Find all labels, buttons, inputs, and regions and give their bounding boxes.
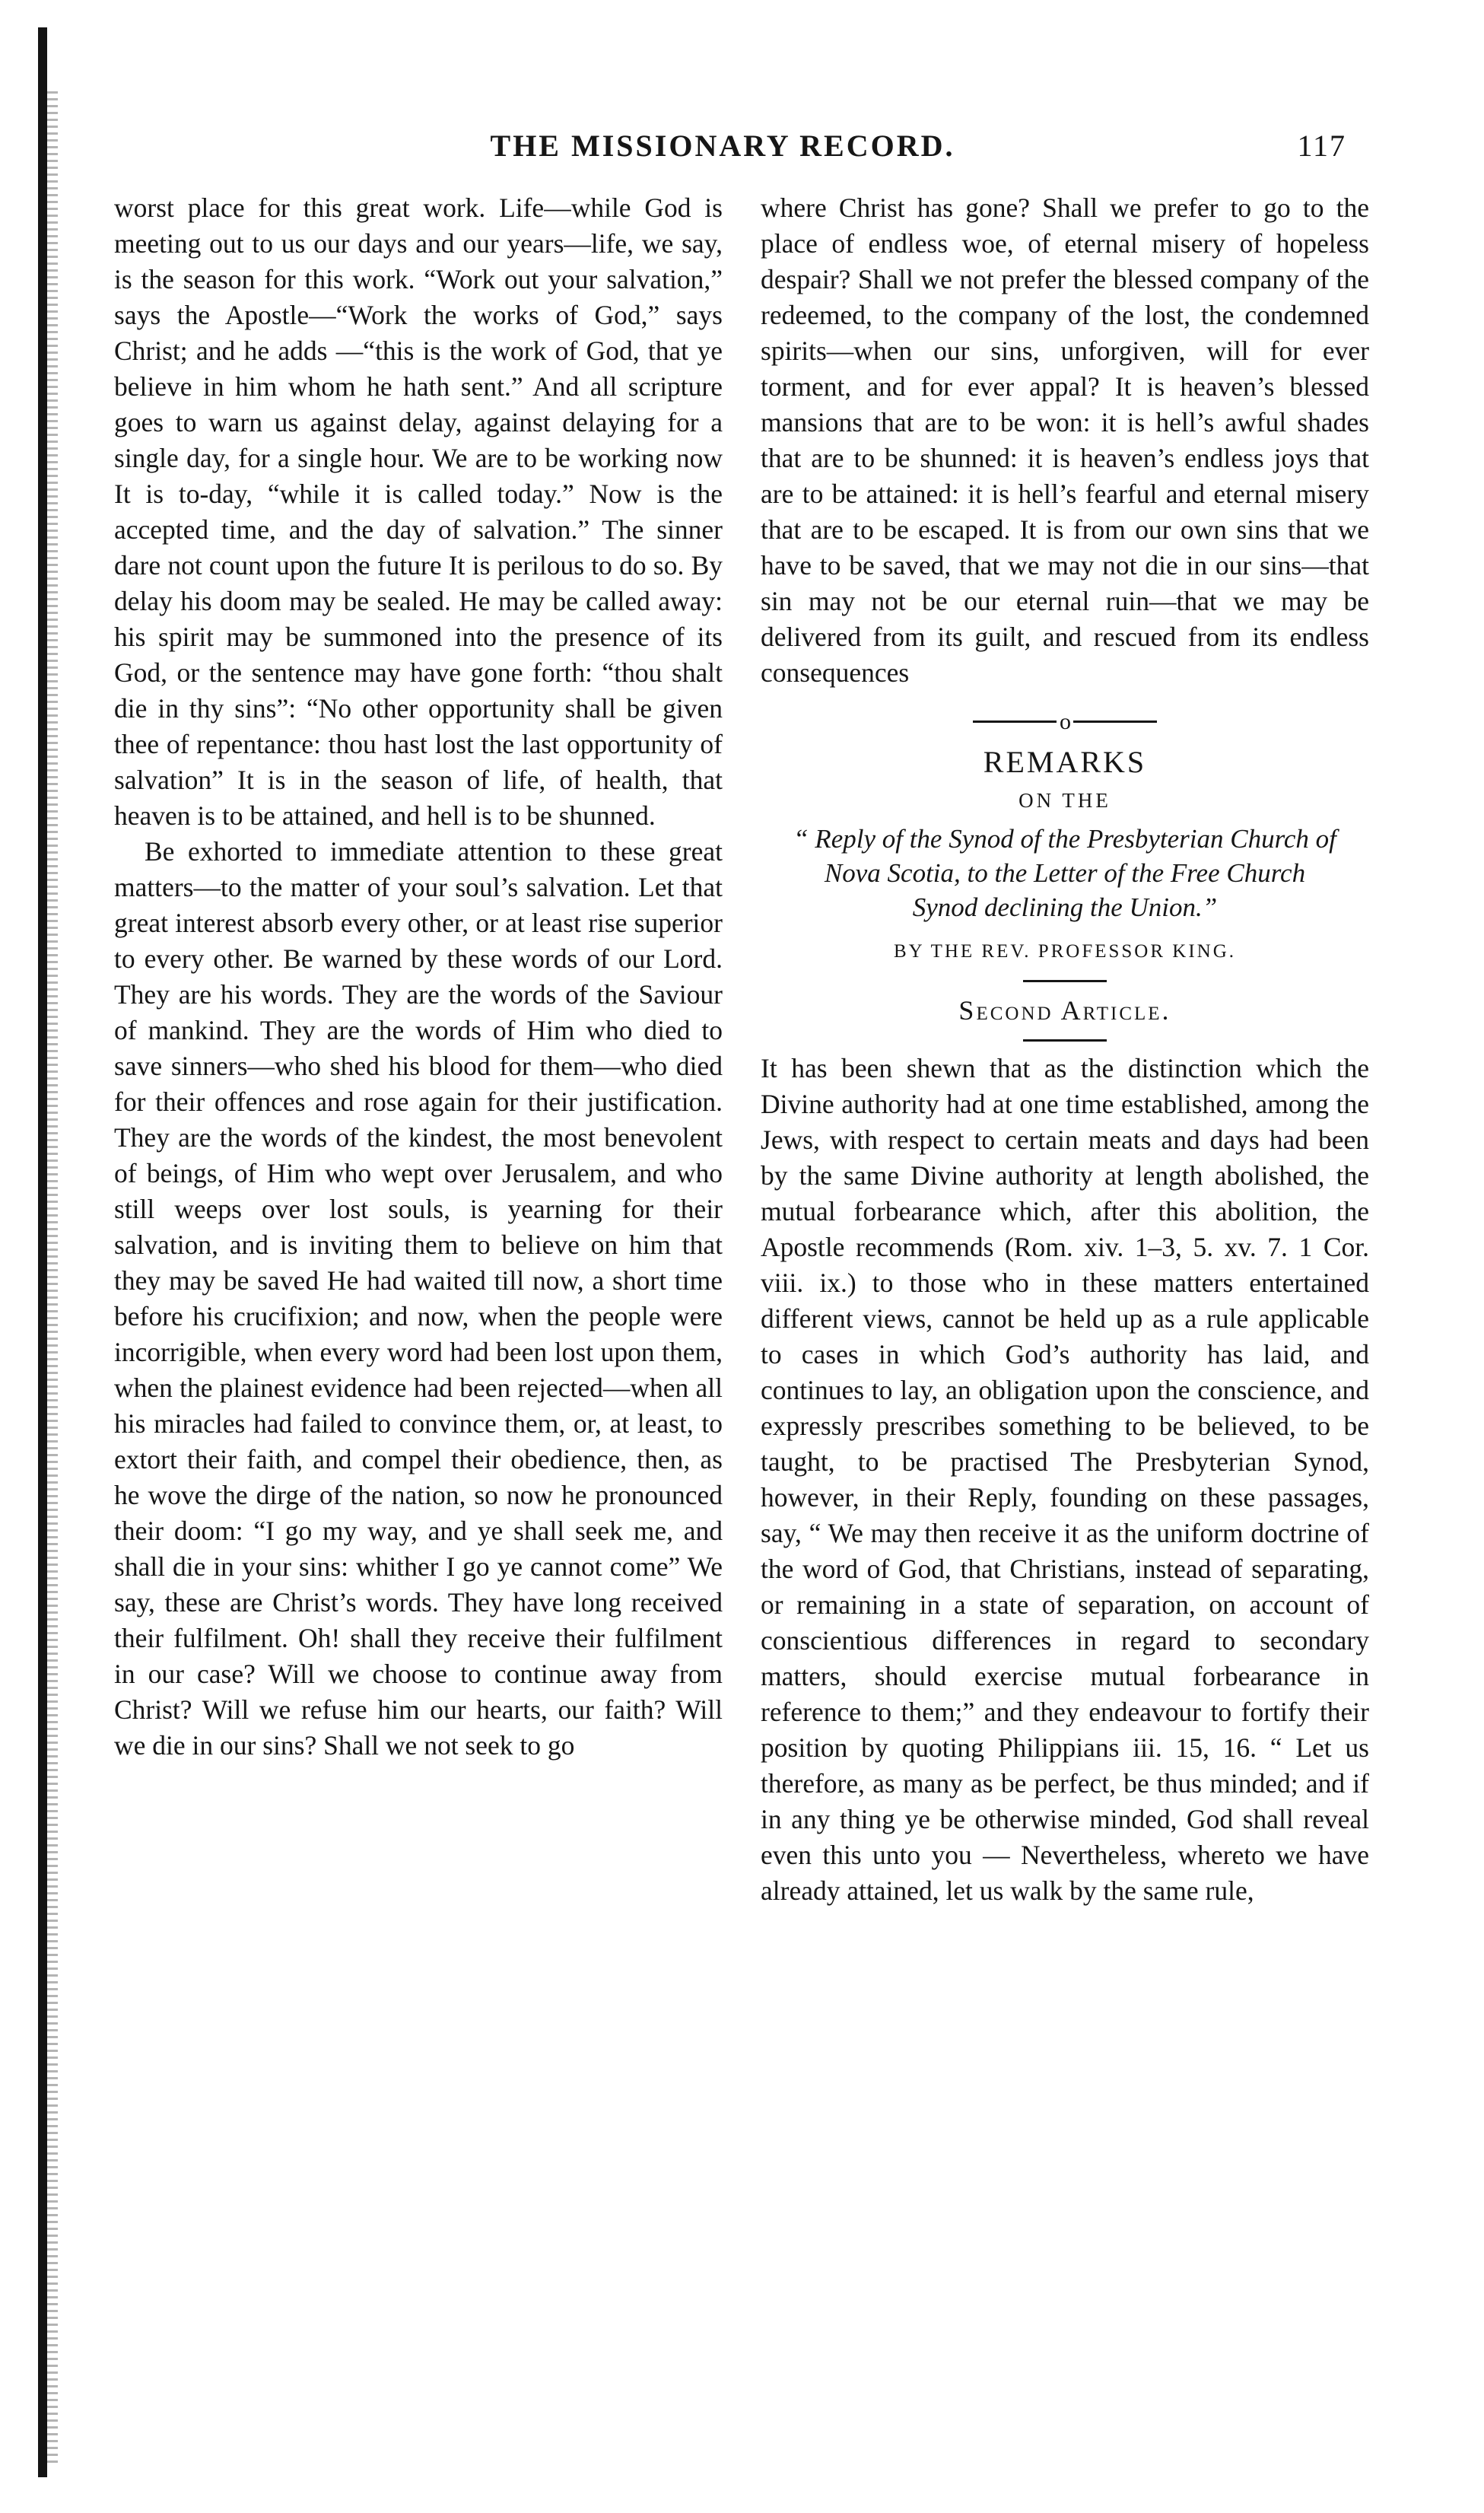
- divider-line-right: [1073, 720, 1157, 723]
- journal-title: THE MISSIONARY RECORD.: [490, 129, 955, 163]
- left-column: [114, 190, 723, 1764]
- paragraph-continued: worst place for this great work. Life—while God is meeting out to us our days and our years—life, we say, is the season for this work. “Work out your salvation,” says the Apostle—“Work the works of God,” says Christ; and he adds —“this is the work of God, that ye believe in him whom he hath sent.” And all scripture goes to warn us against delay, against delaying for a single day, for a single hour. We are to be working now It is to-day, “while it is called today.” Now is the accepted time, and the day of salvation.” The sinner dare not count upon the future It is perilous to do so. By delay his doom may be sealed. He may be called away: his spirit may be summoned into the presence of its God, or the sentence may have gone forth: “thou shalt die in thy sins”: “No other opportunity shall be given thee of repentance: thou hast lost the last opportunity of salvation” It is in the season of life, of health, that heaven is to be attained, and hell is to be shunned.: [114, 192, 723, 831]
- page-number: 117: [1297, 129, 1346, 163]
- paragraph-continued: where Christ has gone? Shall we prefer to go to the place of endless woe, of eternal misery of hopeless despair? Shall we not prefer the blessed company of the redeemed, to the company of the lost, the condemned spirits—when our sins, unforgiven, will for ever torment, and for ever appal? It is heaven’s blessed mansions that are to be won: it is hell’s awful shades that are to be shunned: it is heaven’s endless joys that are to be attained: it is hell’s fearful and eternal misery that are to be escaped. It is from our own sins that we have to be saved, that we may not die in our sins—that sin may not be our eternal ruin—that we may be delivered from its guilt, and rescued from its endless consequences: [761, 192, 1369, 688]
- divider-ornament: o: [1060, 708, 1070, 734]
- binding-shadow: [47, 91, 58, 2465]
- right-column: [761, 190, 1369, 1909]
- section-title: Second Article.: [958, 994, 1171, 1026]
- divider-line-left: [973, 720, 1057, 723]
- author-byline: BY THE REV. PROFESSOR KING.: [893, 940, 1237, 962]
- article-subject: “ Reply of the Synod of the Presbyterian Church of Nova Scotia, to the Letter of the Free Church Synod declining the Union.”: [793, 823, 1336, 922]
- running-head: [99, 128, 1346, 173]
- section-divider: [761, 701, 1369, 740]
- paragraph: Be exhorted to immediate attention to these great matters—to the matter of your soul’s salvation. Let that great interest absorb every other, or at least rise superior to every other. Be warned by these words of our Lord. They are his words. They are the words of the Saviour of mankind. They are the words of Him who died to save sinners—who shed his blood for them—who died for their offences and rose again for their justification. They are the words of the kindest, the most benevolent of beings, of Him who wept over Jerusalem, and who still weeps over lost souls, is yearning for their salvation, and is inviting them to believe on him that they may be saved He had waited till now, a short time before his crucifixion; and now, when the people were incorrigible, when every word had been lost upon them, when the plainest evidence had been rejected—when all his miracles had failed to convince them, or, at least, to extort their faith, and compel their obedience, then, as he wove the dirge of the nation, so now he pronounced their doom: “I go my way, and ye shall seek me, and shall die in your sins: whither I go ye cannot come” We say, these are Christ’s words. They have long received their fulfilment. Oh! shall they receive their fulfilment in our case? Will we choose to continue away from Christ? Will we refuse him our hearts, our faith? Will we die in our sins? Shall we not seek to go: [114, 836, 723, 1761]
- article-subheading: ON THE: [1018, 788, 1111, 812]
- binding-edge: [38, 27, 47, 2477]
- article-heading: REMARKS: [983, 744, 1147, 779]
- paragraph: It has been shewn that as the distinction which the Divine authority had at one time established, among the Jews, with respect to certain meats and days had been by the same Divine authority at length abolished, the mutual forbearance which, after this abolition, the Apostle recommends (Rom. xiv. 1–3, 5. xv. 7. 1 Cor. viii. ix.) to those who in these matters entertained different views, cannot be held up as a rule applicable to cases in which God’s authority has laid, and continues to lay, an obligation upon the conscience, and expressly prescribes something to be believed, to be taught, to be practised The Presbyterian Synod, however, in their Reply, founding on these passages, say, “ We may then receive it as the uniform doctrine of the word of God, that Christians, instead of separating, or remaining in a state of separation, on account of conscientious differences in regard to secondary matters, should exercise mutual forbearance in reference to them;” and they endeavour to fortify their position by quoting Philippians iii. 15, 16. “ Let us therefore, as many as be perfect, be thus minded; and if in any thing ye be otherwise minded, God shall reveal even this unto you — Nevertheless, whereto we have already attained, let us walk by the same rule,: [761, 1052, 1369, 1906]
- divider-rule: [1023, 980, 1107, 982]
